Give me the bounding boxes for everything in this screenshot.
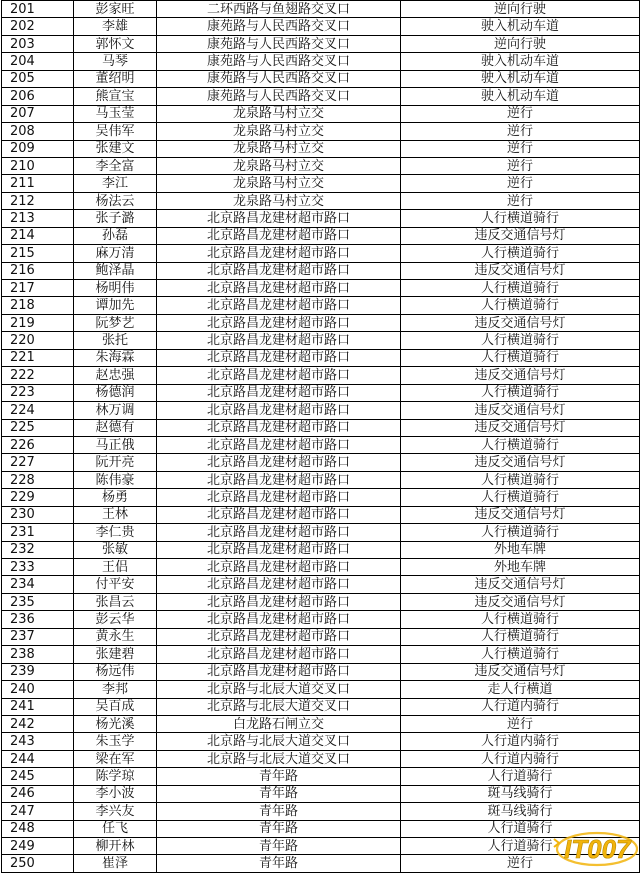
cell-violation: 人行道骑行 — [401, 838, 640, 855]
table-row — [2, 262, 640, 279]
cell-name: 熊宣宝 — [74, 88, 157, 105]
cell-violation: 驶入机动车道 — [401, 70, 640, 87]
cell-number: 230 — [2, 506, 74, 523]
table-row — [2, 227, 640, 244]
cell-number: 242 — [2, 715, 74, 732]
cell-violation: 逆行 — [401, 123, 640, 140]
violation-table — [1, 0, 640, 873]
cell-number: 228 — [2, 471, 74, 488]
cell-number: 217 — [2, 280, 74, 297]
cell-violation: 逆行 — [401, 855, 640, 872]
cell-violation: 违反交通信号灯 — [401, 402, 640, 419]
cell-violation: 走人行横道 — [401, 681, 640, 698]
cell-violation: 违反交通信号灯 — [401, 262, 640, 279]
cell-location: 北京路与北辰大道交叉口 — [157, 733, 401, 750]
cell-violation: 外地车牌 — [401, 541, 640, 558]
cell-number: 205 — [2, 70, 74, 87]
cell-location: 康苑路与人民西路交叉口 — [157, 53, 401, 70]
cell-location: 龙泉路马村立交 — [157, 175, 401, 192]
cell-violation: 人行道骑行 — [401, 820, 640, 837]
cell-location: 北京路昌龙建材超市路口 — [157, 402, 401, 419]
cell-violation: 驶入机动车道 — [401, 53, 640, 70]
cell-violation: 人行道骑行 — [401, 768, 640, 785]
cell-location: 北京路昌龙建材超市路口 — [157, 297, 401, 314]
cell-number: 211 — [2, 175, 74, 192]
cell-location: 北京路昌龙建材超市路口 — [157, 471, 401, 488]
cell-number: 224 — [2, 402, 74, 419]
cell-number: 226 — [2, 436, 74, 453]
cell-location: 康苑路与人民西路交叉口 — [157, 70, 401, 87]
table-row — [2, 88, 640, 105]
cell-name: 阮开亮 — [74, 454, 157, 471]
table-row — [2, 35, 640, 52]
cell-violation: 人行横道骑行 — [401, 489, 640, 506]
table-row — [2, 314, 640, 331]
cell-name: 杨法云 — [74, 192, 157, 209]
cell-location: 北京路昌龙建材超市路口 — [157, 611, 401, 628]
cell-violation: 违反交通信号灯 — [401, 663, 640, 680]
cell-violation: 驶入机动车道 — [401, 18, 640, 35]
cell-name: 朱海霖 — [74, 349, 157, 366]
cell-violation: 违反交通信号灯 — [401, 593, 640, 610]
cell-violation: 违反交通信号灯 — [401, 419, 640, 436]
cell-violation: 违反交通信号灯 — [401, 314, 640, 331]
table-row — [2, 367, 640, 384]
cell-location: 北京路昌龙建材超市路口 — [157, 663, 401, 680]
cell-number: 235 — [2, 593, 74, 610]
cell-number: 233 — [2, 559, 74, 576]
cell-location: 北京路昌龙建材超市路口 — [157, 628, 401, 645]
cell-violation: 逆向行驶 — [401, 35, 640, 52]
cell-location: 青年路 — [157, 855, 401, 872]
table-row — [2, 698, 640, 715]
cell-name: 李全富 — [74, 157, 157, 174]
cell-violation: 逆行 — [401, 157, 640, 174]
table-row — [2, 785, 640, 802]
cell-name: 马琴 — [74, 53, 157, 70]
cell-number: 219 — [2, 314, 74, 331]
table-row — [2, 175, 640, 192]
cell-location: 北京路昌龙建材超市路口 — [157, 454, 401, 471]
cell-location: 北京路与北辰大道交叉口 — [157, 681, 401, 698]
cell-violation: 违反交通信号灯 — [401, 227, 640, 244]
cell-number: 250 — [2, 855, 74, 872]
cell-name: 彭家旺 — [74, 1, 157, 18]
cell-location: 北京路昌龙建材超市路口 — [157, 227, 401, 244]
cell-violation: 人行横道骑行 — [401, 384, 640, 401]
cell-name: 张敏 — [74, 541, 157, 558]
cell-name: 杨德润 — [74, 384, 157, 401]
cell-number: 232 — [2, 541, 74, 558]
table-row — [2, 280, 640, 297]
cell-location: 龙泉路马村立交 — [157, 123, 401, 140]
cell-violation: 人行道内骑行 — [401, 750, 640, 767]
cell-number: 236 — [2, 611, 74, 628]
cell-location: 龙泉路马村立交 — [157, 192, 401, 209]
cell-number: 207 — [2, 105, 74, 122]
cell-number: 206 — [2, 88, 74, 105]
table-row — [2, 663, 640, 680]
cell-name: 朱玉学 — [74, 733, 157, 750]
cell-number: 214 — [2, 227, 74, 244]
cell-number: 231 — [2, 524, 74, 541]
cell-number: 241 — [2, 698, 74, 715]
cell-name: 吴百成 — [74, 698, 157, 715]
cell-location: 康苑路与人民西路交叉口 — [157, 35, 401, 52]
cell-number: 238 — [2, 646, 74, 663]
cell-name: 郭怀文 — [74, 35, 157, 52]
table-row — [2, 105, 640, 122]
cell-location: 北京路昌龙建材超市路口 — [157, 314, 401, 331]
table-row — [2, 524, 640, 541]
table-row — [2, 768, 640, 785]
cell-name: 黄永生 — [74, 628, 157, 645]
cell-name: 崔泽 — [74, 855, 157, 872]
cell-name: 张子潞 — [74, 210, 157, 227]
cell-location: 北京路昌龙建材超市路口 — [157, 646, 401, 663]
cell-number: 221 — [2, 349, 74, 366]
cell-location: 龙泉路马村立交 — [157, 157, 401, 174]
cell-name: 梁在军 — [74, 750, 157, 767]
cell-name: 张托 — [74, 332, 157, 349]
cell-number: 220 — [2, 332, 74, 349]
table-row — [2, 384, 640, 401]
cell-number: 243 — [2, 733, 74, 750]
cell-number: 249 — [2, 838, 74, 855]
cell-name: 赵德有 — [74, 419, 157, 436]
cell-number: 201 — [2, 1, 74, 18]
cell-name: 杨勇 — [74, 489, 157, 506]
cell-name: 马正俄 — [74, 436, 157, 453]
cell-number: 218 — [2, 297, 74, 314]
cell-location: 二环西路与鱼翅路交叉口 — [157, 1, 401, 18]
cell-name: 杨明伟 — [74, 280, 157, 297]
cell-location: 北京路昌龙建材超市路口 — [157, 262, 401, 279]
cell-location: 青年路 — [157, 820, 401, 837]
cell-location: 北京路与北辰大道交叉口 — [157, 750, 401, 767]
table-row — [2, 18, 640, 35]
cell-number: 229 — [2, 489, 74, 506]
table-row — [2, 541, 640, 558]
table-row — [2, 855, 640, 872]
cell-violation: 人行横道骑行 — [401, 349, 640, 366]
table-row — [2, 436, 640, 453]
cell-number: 244 — [2, 750, 74, 767]
cell-location: 北京路昌龙建材超市路口 — [157, 349, 401, 366]
cell-name: 吴伟军 — [74, 123, 157, 140]
cell-violation: 人行横道骑行 — [401, 332, 640, 349]
cell-name: 鲍泽晶 — [74, 262, 157, 279]
cell-location: 北京路昌龙建材超市路口 — [157, 419, 401, 436]
watermark-graphic — [550, 825, 638, 869]
table-row — [2, 838, 640, 855]
cell-location: 北京路与北辰大道交叉口 — [157, 698, 401, 715]
cell-name: 谭加先 — [74, 297, 157, 314]
cell-name: 任飞 — [74, 820, 157, 837]
cell-number: 215 — [2, 245, 74, 262]
cell-violation: 逆行 — [401, 175, 640, 192]
cell-violation: 违反交通信号灯 — [401, 576, 640, 593]
cell-name: 李邦 — [74, 681, 157, 698]
table-row — [2, 489, 640, 506]
cell-name: 王林 — [74, 506, 157, 523]
cell-number: 208 — [2, 123, 74, 140]
cell-location: 康苑路与人民西路交叉口 — [157, 88, 401, 105]
cell-violation: 人行横道骑行 — [401, 297, 640, 314]
cell-number: 216 — [2, 262, 74, 279]
cell-name: 陈学琼 — [74, 768, 157, 785]
cell-number: 227 — [2, 454, 74, 471]
cell-number: 209 — [2, 140, 74, 157]
cell-name: 柳开林 — [74, 838, 157, 855]
cell-location: 北京路昌龙建材超市路口 — [157, 524, 401, 541]
table-row — [2, 681, 640, 698]
cell-location: 龙泉路马村立交 — [157, 105, 401, 122]
cell-violation: 人行横道骑行 — [401, 524, 640, 541]
cell-violation: 人行横道骑行 — [401, 245, 640, 262]
cell-violation: 违反交通信号灯 — [401, 454, 640, 471]
table-row — [2, 332, 640, 349]
table-row — [2, 419, 640, 436]
cell-violation: 外地车牌 — [401, 559, 640, 576]
table-row — [2, 611, 640, 628]
cell-name: 阮梦艺 — [74, 314, 157, 331]
table-row — [2, 53, 640, 70]
cell-location: 北京路昌龙建材超市路口 — [157, 367, 401, 384]
cell-location: 北京路昌龙建材超市路口 — [157, 332, 401, 349]
cell-number: 237 — [2, 628, 74, 645]
cell-number: 234 — [2, 576, 74, 593]
cell-violation: 逆行 — [401, 140, 640, 157]
cell-location: 北京路昌龙建材超市路口 — [157, 593, 401, 610]
cell-violation: 人行横道骑行 — [401, 471, 640, 488]
table-row — [2, 1, 640, 18]
cell-violation: 驶入机动车道 — [401, 88, 640, 105]
cell-violation: 人行横道骑行 — [401, 280, 640, 297]
cell-name: 李雄 — [74, 18, 157, 35]
cell-number: 247 — [2, 803, 74, 820]
cell-number: 213 — [2, 210, 74, 227]
table-row — [2, 715, 640, 732]
table-row — [2, 70, 640, 87]
cell-name: 李小波 — [74, 785, 157, 802]
cell-name: 李仁贵 — [74, 524, 157, 541]
cell-number: 225 — [2, 419, 74, 436]
cell-violation: 逆向行驶 — [401, 1, 640, 18]
cell-name: 张建碧 — [74, 646, 157, 663]
table-row — [2, 593, 640, 610]
cell-location: 青年路 — [157, 838, 401, 855]
cell-violation: 斑马线骑行 — [401, 785, 640, 802]
cell-number: 212 — [2, 192, 74, 209]
cell-name: 董绍明 — [74, 70, 157, 87]
cell-name: 陈伟豪 — [74, 471, 157, 488]
cell-location: 白龙路石闸立交 — [157, 715, 401, 732]
table-row — [2, 245, 640, 262]
cell-number: 245 — [2, 768, 74, 785]
cell-violation: 逆行 — [401, 192, 640, 209]
table-row — [2, 628, 640, 645]
cell-violation: 人行横道骑行 — [401, 210, 640, 227]
cell-name: 杨远伟 — [74, 663, 157, 680]
cell-violation: 人行横道骑行 — [401, 611, 640, 628]
cell-number: 204 — [2, 53, 74, 70]
cell-number: 210 — [2, 157, 74, 174]
cell-name: 付平安 — [74, 576, 157, 593]
cell-location: 青年路 — [157, 768, 401, 785]
table-row — [2, 559, 640, 576]
cell-name: 彭云华 — [74, 611, 157, 628]
cell-location: 北京路昌龙建材超市路口 — [157, 280, 401, 297]
table-row — [2, 192, 640, 209]
table-row — [2, 349, 640, 366]
table-row — [2, 402, 640, 419]
cell-location: 龙泉路马村立交 — [157, 140, 401, 157]
cell-location: 北京路昌龙建材超市路口 — [157, 541, 401, 558]
cell-number: 203 — [2, 35, 74, 52]
cell-name: 赵忠强 — [74, 367, 157, 384]
cell-violation: 人行横道骑行 — [401, 646, 640, 663]
cell-violation: 违反交通信号灯 — [401, 367, 640, 384]
cell-number: 222 — [2, 367, 74, 384]
cell-location: 北京路昌龙建材超市路口 — [157, 436, 401, 453]
table-body — [2, 1, 640, 873]
cell-violation: 斑马线骑行 — [401, 803, 640, 820]
cell-location: 北京路昌龙建材超市路口 — [157, 384, 401, 401]
cell-name: 林万调 — [74, 402, 157, 419]
cell-number: 202 — [2, 18, 74, 35]
cell-name: 麻万清 — [74, 245, 157, 262]
cell-number: 248 — [2, 820, 74, 837]
table-row — [2, 733, 640, 750]
watermark-text: IT007 — [564, 834, 631, 864]
cell-name: 杨光溪 — [74, 715, 157, 732]
cell-violation: 逆行 — [401, 105, 640, 122]
cell-number: 246 — [2, 785, 74, 802]
cell-location: 北京路昌龙建材超市路口 — [157, 506, 401, 523]
table-row — [2, 471, 640, 488]
it007-watermark-logo — [550, 825, 638, 869]
table-row — [2, 576, 640, 593]
table-row — [2, 803, 640, 820]
cell-number: 239 — [2, 663, 74, 680]
cell-name: 张建文 — [74, 140, 157, 157]
cell-violation: 人行道内骑行 — [401, 698, 640, 715]
table-row — [2, 140, 640, 157]
cell-name: 王侣 — [74, 559, 157, 576]
cell-name: 张昌云 — [74, 593, 157, 610]
cell-location: 青年路 — [157, 803, 401, 820]
table-row — [2, 820, 640, 837]
cell-number: 223 — [2, 384, 74, 401]
cell-name: 李兴友 — [74, 803, 157, 820]
cell-number: 240 — [2, 681, 74, 698]
cell-location: 北京路昌龙建材超市路口 — [157, 245, 401, 262]
table-row — [2, 506, 640, 523]
cell-name: 李江 — [74, 175, 157, 192]
table-row — [2, 157, 640, 174]
table-row — [2, 646, 640, 663]
table-row — [2, 210, 640, 227]
table-row — [2, 454, 640, 471]
cell-violation: 人行横道骑行 — [401, 436, 640, 453]
cell-name: 马玉莹 — [74, 105, 157, 122]
table-row — [2, 297, 640, 314]
cell-name: 孙磊 — [74, 227, 157, 244]
table-row — [2, 750, 640, 767]
cell-location: 北京路昌龙建材超市路口 — [157, 210, 401, 227]
cell-location: 北京路昌龙建材超市路口 — [157, 489, 401, 506]
cell-violation: 人行道内骑行 — [401, 733, 640, 750]
cell-violation: 人行横道骑行 — [401, 628, 640, 645]
cell-location: 北京路昌龙建材超市路口 — [157, 559, 401, 576]
table-row — [2, 123, 640, 140]
cell-violation: 逆行 — [401, 715, 640, 732]
cell-violation: 违反交通信号灯 — [401, 506, 640, 523]
cell-location: 北京路昌龙建材超市路口 — [157, 576, 401, 593]
cell-location: 青年路 — [157, 785, 401, 802]
cell-location: 康苑路与人民西路交叉口 — [157, 18, 401, 35]
